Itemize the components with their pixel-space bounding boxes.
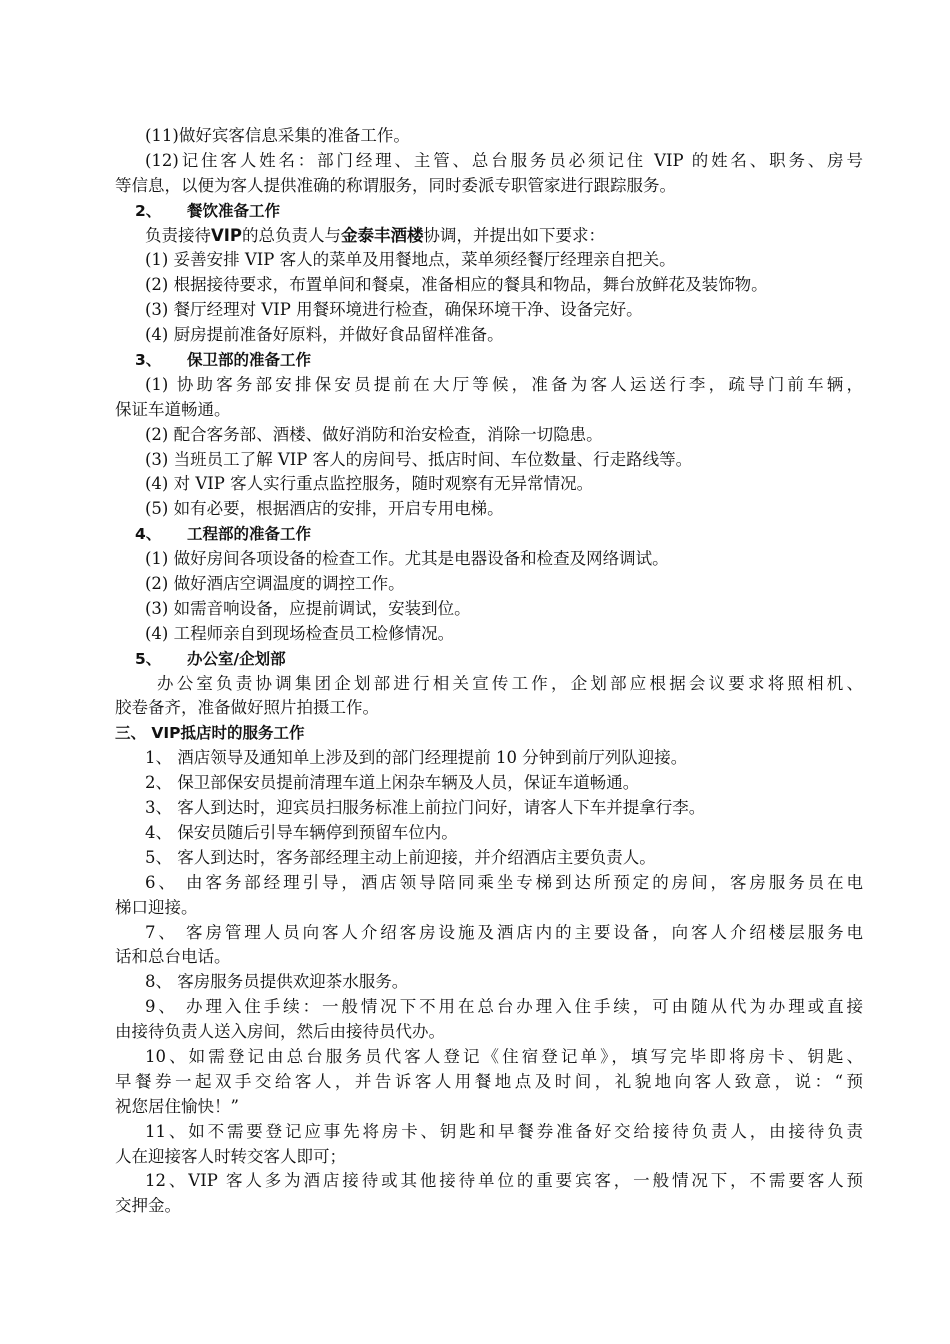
list-item: (4) 工程师亲自到现场检查员工检修情况。 <box>145 623 455 643</box>
paragraph-line: 人在迎接客人时转交客人即可； <box>115 1146 346 1166</box>
chapter-heading: 三、 VIP抵店时的服务工作 <box>115 724 305 743</box>
paragraph-line: 由接待负责人送入房间，然后由接待员代办。 <box>115 1022 445 1042</box>
list-item: (2) 做好酒店空调温度的调控工作。 <box>145 574 405 594</box>
document-body <box>115 124 863 1219</box>
section-heading <box>115 522 863 547</box>
paragraph-line: 胶卷备齐，准备做好照片拍摄工作。 <box>115 698 379 718</box>
section-heading <box>115 199 863 224</box>
text-span: 的总负责人与 <box>242 225 342 245</box>
section-title: 工程部的准备工作 <box>187 525 312 544</box>
paragraph-line: (11)做好宾客信息采集的准备工作。 <box>145 126 410 145</box>
paragraph-line: 祝您居住愉快！” <box>115 1096 239 1116</box>
list-item: (1) 妥善安排 VIP 客人的菜单及用餐地点，菜单须经餐厅经理亲自把关。 <box>145 250 676 270</box>
list-item: (3) 如需音响设备，应提前调试，安装到位。 <box>145 598 471 618</box>
list-item: (3) 当班员工了解 VIP 客人的房间号、抵店时间、车位数量、行走路线等。 <box>145 449 693 469</box>
section-heading <box>115 647 863 672</box>
paragraph-line: 话和总台电话。 <box>115 947 231 967</box>
list-item: 9、 办理入住手续：一般情况下不用在总台办理入住手续，可由随从代为办理或直接 <box>145 997 863 1017</box>
section-title: 保卫部的准备工作 <box>187 351 312 370</box>
list-item: (1) 协助客务部安排保安员提前在大厅等候，准备为客人运送行李，疏导门前车辆， <box>145 374 863 394</box>
paragraph-line: 梯口迎接。 <box>115 897 198 917</box>
paragraph-line: 保证车道畅通。 <box>115 399 231 419</box>
list-item: 4、 保安员随后引导车辆停到预留车位内。 <box>145 822 458 842</box>
list-item: 3、 客人到达时，迎宾员扫服务标准上前拉门问好，请客人下车并提拿行李。 <box>145 798 706 818</box>
restaurant-name: 金泰丰酒楼 <box>341 225 424 245</box>
list-item: (3) 餐厅经理对 VIP 用餐环境进行检查，确保环境干净、设备完好。 <box>145 300 643 320</box>
list-item: 8、 客房服务员提供欢迎茶水服务。 <box>145 972 409 992</box>
text-span: 负责接待 <box>145 225 211 245</box>
list-item: 2、 保卫部保安员提前清理车道上闲杂车辆及人员，保证车道畅通。 <box>145 773 640 793</box>
list-item: 5、 客人到达时，客务部经理主动上前迎接，并介绍酒店主要负责人。 <box>145 847 656 867</box>
section-number: 4、 <box>135 525 162 544</box>
paragraph-line <box>115 224 863 249</box>
section-number: 5、 <box>135 649 162 668</box>
paragraph-line: 等信息，以便为客人提供准确的称谓服务，同时委派专职管家进行跟踪服务。 <box>115 175 676 195</box>
list-item: (5) 如有必要，根据酒店的安排，开启专用电梯。 <box>145 499 504 519</box>
list-item: 7、 客房管理人员向客人介绍客房设施及酒店内的主要设备，向客人介绍楼层服务电 <box>145 922 863 942</box>
text-span: 协调，并提出如下要求： <box>423 225 606 245</box>
text-span-bold: VIP <box>211 225 243 245</box>
list-item: (4) 厨房提前准备好原料，并做好食品留样准备。 <box>145 325 504 345</box>
section-heading <box>115 348 863 373</box>
section-number: 2、 <box>135 201 162 220</box>
paragraph-line: 早餐券一起双手交给客人，并告诉客人用餐地点及时间，礼貌地向客人致意，说：“预 <box>115 1071 863 1091</box>
list-item: (1) 做好房间各项设备的检查工作。尤其是电器设备和检查及网络调试。 <box>145 549 669 569</box>
list-item: 10、如需登记由总台服务员代客人登记《住宿登记单》，填写完毕即将房卡、钥匙、 <box>145 1046 863 1066</box>
list-item: 6、 由客务部经理引导，酒店领导陪同乘坐专梯到达所预定的房间，客房服务员在电 <box>145 872 863 892</box>
section-number: 3、 <box>135 351 162 370</box>
paragraph-line: 交押金。 <box>115 1196 181 1216</box>
list-item: (2) 根据接待要求，布置单间和餐桌，准备相应的餐具和物品，舞台放鲜花及装饰物。 <box>145 275 768 295</box>
section-title: 餐饮准备工作 <box>187 201 281 220</box>
list-item: 12、VIP 客人多为酒店接待或其他接待单位的重要宾客，一般情况下，不需要客人预 <box>145 1171 863 1191</box>
list-item: 1、 酒店领导及通知单上涉及到的部门经理提前 10 分钟到前厅列队迎接。 <box>145 748 688 768</box>
list-item: (4) 对 VIP 客人实行重点监控服务，随时观察有无异常情况。 <box>145 474 594 494</box>
paragraph-line: 办公室负责协调集团企划部进行相关宣传工作，企划部应根据会议要求将照相机、 <box>157 673 863 693</box>
list-item: 11、如不需要登记应事先将房卡、钥匙和早餐券准备好交给接待负责人，由接待负责 <box>145 1121 863 1141</box>
list-item: (2) 配合客务部、酒楼、做好消防和治安检查，消除一切隐患。 <box>145 424 603 444</box>
paragraph-line: (12)记住客人姓名：部门经理、主管、总台服务员必须记住 VIP 的姓名、职务、房号 <box>145 150 863 170</box>
section-title: 办公室/企划部 <box>187 649 286 668</box>
